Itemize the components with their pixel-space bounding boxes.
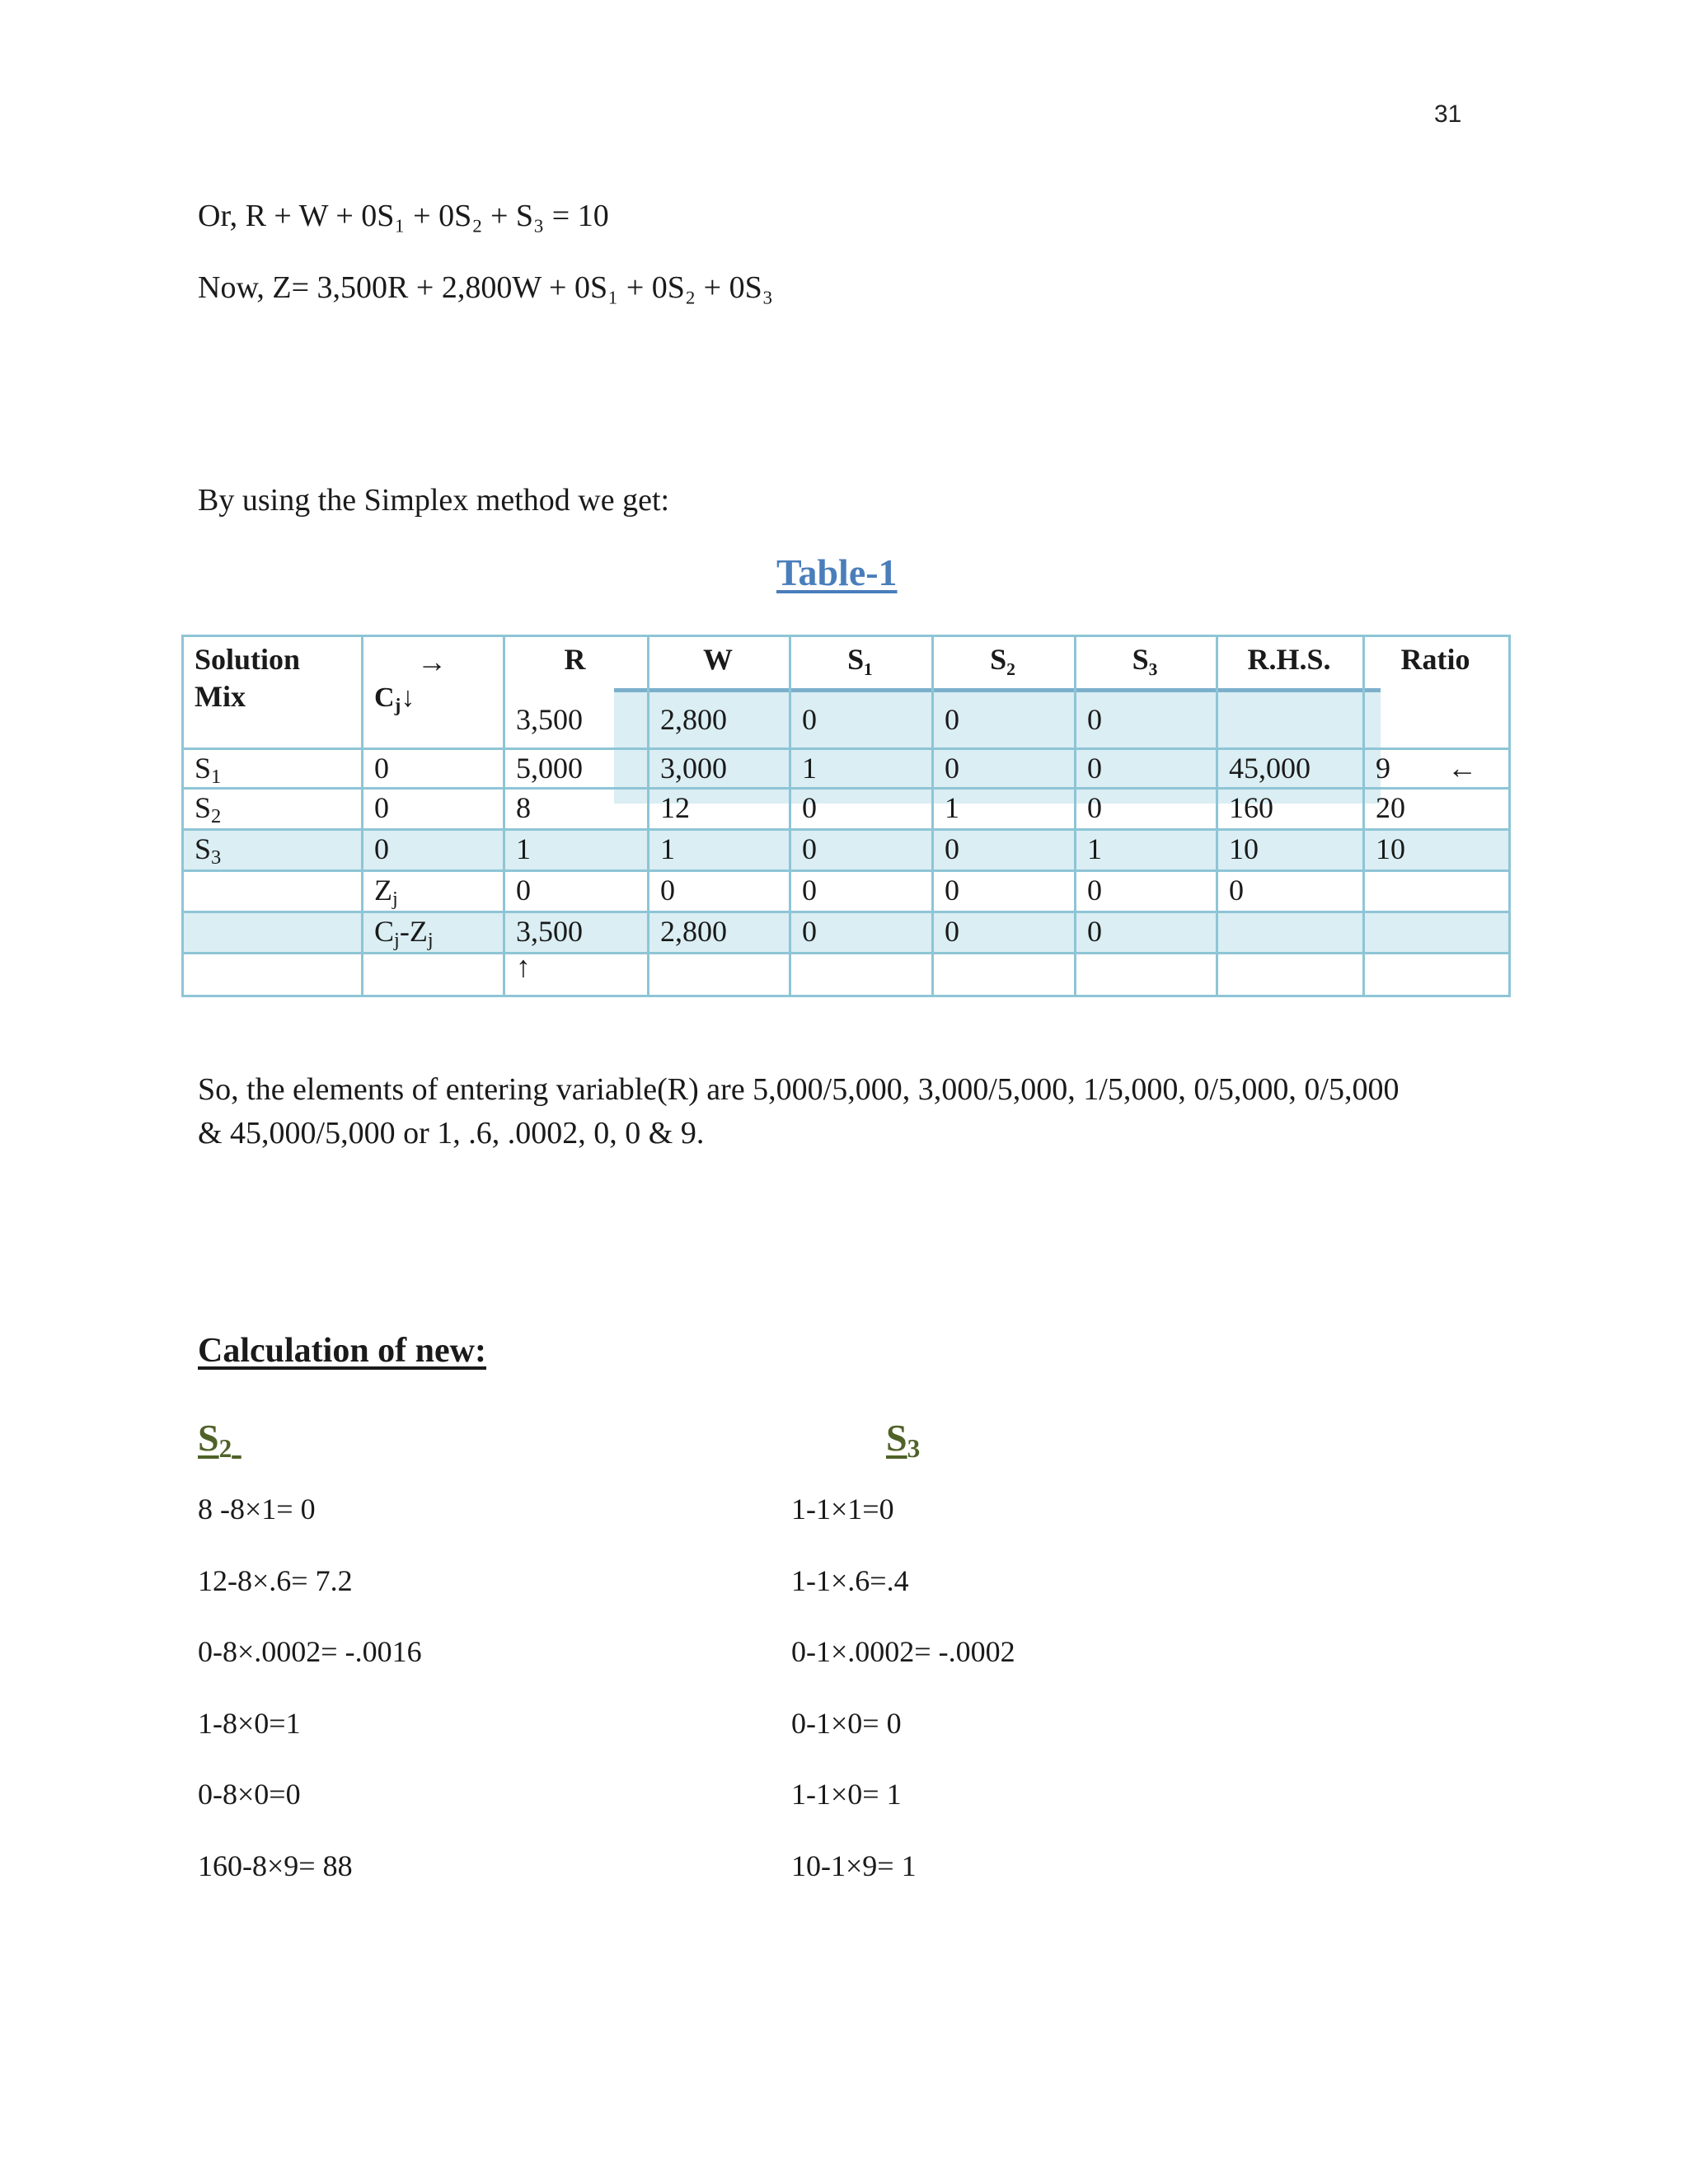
column-header-s2: S₂ (990, 643, 1015, 676)
cj-header: $C_j↓$ (374, 682, 415, 716)
simplex-table (181, 635, 1511, 997)
cj-value: 0 (945, 703, 959, 736)
s3-calc-line: 0-1×0= 0 (791, 1707, 902, 1740)
s3-calc-line: 1-1×1=0 (791, 1493, 894, 1526)
row-s2-mix: $S_2$ (195, 791, 222, 828)
s2-calc-line: 8 -8×1= 0 (198, 1493, 316, 1526)
row-s3-value: 0 (945, 832, 959, 865)
row-s1-mix: $S_1$ (195, 752, 222, 789)
zj-value: 0 (516, 874, 531, 907)
row-s1-ratio: 9 (1376, 752, 1390, 785)
cj-zj-value: 0 (945, 915, 959, 948)
cj-value: 0 (802, 703, 817, 736)
leaving-row-arrow-icon: ← (1447, 752, 1477, 785)
arrow-right-icon: → (417, 645, 447, 678)
s3-calc-line: 10-1×9= 1 (791, 1849, 917, 1882)
zj-value: 0 (945, 874, 959, 907)
row-s3-value: 1 (516, 832, 531, 865)
s2-calc-line: 12-8×.6= 7.2 (198, 1564, 353, 1597)
row-s1-cb: 0 (374, 752, 389, 785)
row-s2-value: 1 (945, 791, 959, 824)
cj-zj-value: 3,500 (516, 915, 583, 948)
s2-heading: $S_2$ (198, 1417, 232, 1463)
row-s3-value: 1 (1087, 832, 1102, 865)
s2-calc-line: 0-8×.0002= -.0016 (198, 1635, 422, 1668)
s3-calc-line: 1-1×0= 1 (791, 1778, 902, 1811)
row-s2-value: 0 (802, 791, 817, 824)
row-s3-ratio: 10 (1376, 832, 1405, 865)
cj-zj-value: 0 (1087, 915, 1102, 948)
row-s3-mix: $S_3$ (195, 832, 222, 869)
solution-mix-header-2: Mix (195, 680, 246, 713)
s2-calc-line: 1-8×0=1 (198, 1707, 301, 1740)
calculation-heading: Calculation of new: (198, 1332, 486, 1370)
row-s1-value: 0 (945, 752, 959, 785)
row-s1-value: 5,000 (516, 752, 583, 785)
cj-value: 3,500 (516, 703, 583, 736)
row-s2-rhs: 160 (1229, 791, 1273, 824)
row-s1-value: 1 (802, 752, 817, 785)
cj-zj-label: $C_j-Z_j$ (374, 915, 434, 952)
zj-value: 0 (802, 874, 817, 907)
row-s3-rhs: 10 (1229, 832, 1259, 865)
s3-calc-line: 1-1×.6=.4 (791, 1564, 909, 1597)
row-s2-value: 8 (516, 791, 531, 824)
cj-value: 2,800 (660, 703, 727, 736)
column-header-ratio: Ratio (1400, 643, 1470, 676)
column-header-r: R (564, 643, 586, 676)
s2-calc-line: 160-8×9= 88 (198, 1849, 353, 1882)
row-s2-ratio: 20 (1376, 791, 1405, 824)
s3-calc-line: 0-1×.0002= -.0002 (791, 1635, 1015, 1668)
row-s2-value: 12 (660, 791, 690, 824)
explanation-line-2: & 45,000/5,000 or 1, .6, .0002, 0, 0 & 9. (198, 1116, 705, 1151)
column-header-s3: S₃ (1132, 643, 1158, 676)
row-s1-value: 3,000 (660, 752, 727, 785)
zj-value: 0 (1087, 874, 1102, 907)
s2-calc-line: 0-8×0=0 (198, 1778, 301, 1811)
column-header-w: W (703, 643, 733, 676)
cj-zj-value: 0 (802, 915, 817, 948)
table-title: Table-1 (776, 551, 898, 593)
row-s2-cb: 0 (374, 791, 389, 824)
zj-label: $Z_j$ (374, 874, 398, 911)
entering-column-arrow-icon: ↑ (516, 950, 531, 983)
explanation-line-1: So, the elements of entering variable(R) are 5,000/5,000, 3,000/5,000, 1/5,000, 0/5,000, 0/5,000 (198, 1072, 1400, 1107)
page-number: 31 (1434, 101, 1462, 128)
row-s3-cb: 0 (374, 832, 389, 865)
row-s2-value: 0 (1087, 791, 1102, 824)
cj-value: 0 (1087, 703, 1102, 736)
solution-mix-header-1: Solution (195, 643, 301, 676)
column-header-s1: S₁ (847, 643, 873, 676)
constraint-equation: Or, R + W + 0S₁ + 0S₂ + S₃ = 10 (198, 199, 609, 233)
column-header-rhs: R.H.S. (1247, 643, 1331, 676)
s3-heading: $S_3$ (886, 1417, 921, 1463)
intro-sentence: By using the Simplex method we get: (198, 483, 670, 518)
zj-value: 0 (660, 874, 675, 907)
row-s3-value: 1 (660, 832, 675, 865)
row-s1-value: 0 (1087, 752, 1102, 785)
cj-zj-value: 2,800 (660, 915, 727, 948)
objective-function: Now, Z= 3,500R + 2,800W + 0S₁ + 0S₂ + 0S₃ (198, 270, 773, 305)
row-s1-rhs: 45,000 (1229, 752, 1311, 785)
row-s3-value: 0 (802, 832, 817, 865)
header-divider (614, 688, 1381, 692)
zj-rhs: 0 (1229, 874, 1244, 907)
